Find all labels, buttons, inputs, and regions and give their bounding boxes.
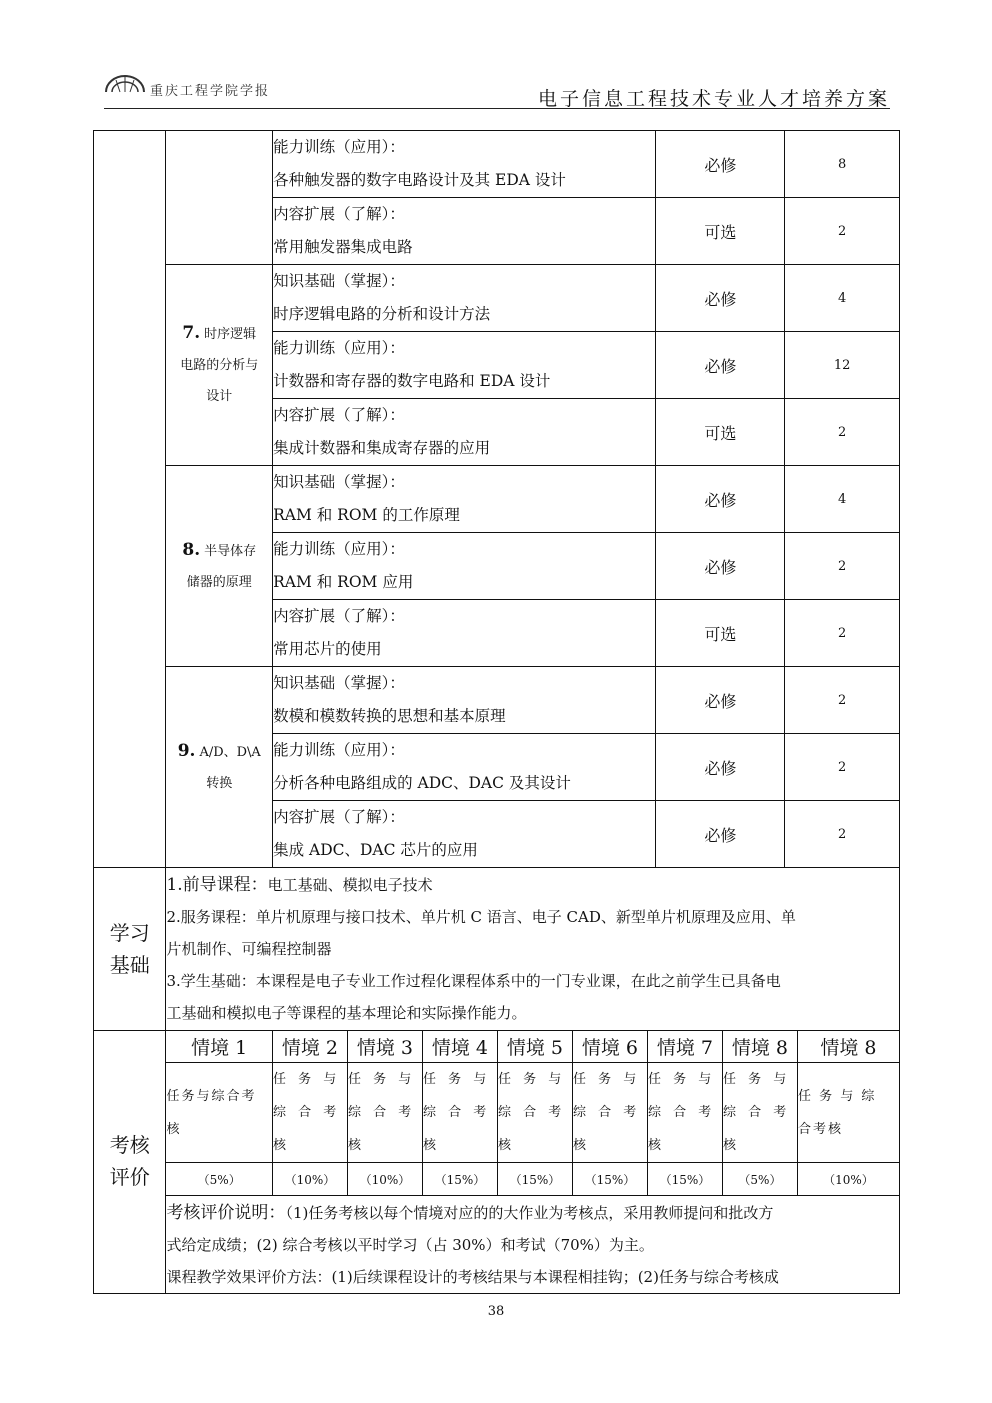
content-detail: 各种触发器的数字电路设计及其 EDA 设计 [273, 171, 566, 189]
content-heading: 能力训练（应用）： [273, 339, 405, 357]
logo-text: 重庆工程学院学报 [150, 84, 271, 99]
weight-cell: （10%） [347, 1163, 422, 1196]
content-heading: 知识基础（掌握）： [273, 674, 405, 692]
content-heading: 内容扩展（了解）： [273, 406, 405, 424]
requirement-cell: 必修 [656, 734, 785, 801]
desc-line: 核 [647, 1138, 665, 1153]
blank-section-cell [94, 131, 166, 868]
content-detail: 集成 ADC、DAC 芯片的应用 [273, 841, 478, 859]
desc-line: 核 [572, 1138, 590, 1153]
table-row [94, 131, 900, 198]
desc-line: 任 务 与 综 [797, 1088, 877, 1104]
assessment-type [572, 1063, 647, 1163]
weight-cell: （10%） [823, 1172, 874, 1187]
content-detail: 常用触发器集成电路 [273, 238, 413, 256]
content-cell [273, 131, 656, 198]
note-text: 式给定成绩；(2) 综合考核以平时学习（占 30%）和考试（70%）为主。 [166, 1235, 654, 1254]
hours-cell: 8 [785, 131, 900, 198]
desc-line: 核 [722, 1138, 740, 1153]
desc-line: 综 合 考 [347, 1105, 416, 1120]
curriculum-table [93, 130, 900, 1294]
unit-title-line: 时序逻辑 [204, 327, 257, 342]
desc-line: 核 [272, 1138, 290, 1153]
content-detail: 常用芯片的使用 [273, 640, 382, 658]
document-title: 电子信息工程技术专业人才培养方案 [537, 88, 890, 110]
hours-cell: 2 [785, 801, 900, 868]
requirement-cell: 必修 [656, 533, 785, 600]
desc-line: 综 合 考 [497, 1105, 566, 1120]
content-cell [273, 734, 656, 801]
assessment-type [722, 1063, 797, 1163]
desc-line: 合考核 [797, 1121, 843, 1137]
hours-cell: 2 [785, 600, 900, 667]
hours-cell: 2 [785, 399, 900, 466]
content-cell [273, 399, 656, 466]
evaluation-note [166, 1196, 900, 1294]
weight-cell: （10%） [272, 1163, 347, 1196]
evaluation-grid [166, 1031, 899, 1195]
assessment-type [497, 1063, 572, 1163]
desc-line: 核 [422, 1138, 440, 1153]
student-basis-line: 工基础和模拟电子等课程的基本理论和实际操作能力。 [166, 1004, 527, 1022]
scenario-header: 情境 8 [797, 1031, 899, 1063]
requirement-cell: 必修 [656, 667, 785, 734]
requirement-cell: 可选 [656, 399, 785, 466]
weight-cell: （15%） [497, 1163, 572, 1196]
note-heading: 考核评价说明： [166, 1202, 286, 1223]
assessment-type [166, 1063, 272, 1163]
requirement-cell: 必修 [656, 801, 785, 868]
hours-cell: 12 [785, 332, 900, 399]
content-detail: RAM 和 ROM 的工作原理 [273, 506, 460, 524]
content-cell [273, 801, 656, 868]
evaluation-note-row [94, 1196, 900, 1294]
weight-cell: （5%） [166, 1163, 272, 1196]
content-heading: 内容扩展（了解）： [273, 607, 405, 625]
assessment-type [347, 1063, 422, 1163]
weight-cell: （5%） [722, 1163, 797, 1196]
hours-cell: 2 [785, 198, 900, 265]
scenario-header: 情境 2 [272, 1031, 347, 1063]
content-cell [273, 332, 656, 399]
requirement-cell: 可选 [656, 198, 785, 265]
desc-line: 任 务 与 [347, 1072, 416, 1087]
label-line: 评价 [109, 1165, 150, 1189]
unit-title-line: 储器的原理 [186, 574, 252, 590]
content-cell [273, 265, 656, 332]
assessment-type [422, 1063, 497, 1163]
evaluation-grid-cell [166, 1031, 900, 1196]
scenario-header: 情境 5 [497, 1031, 572, 1063]
unit-9-cell [166, 667, 273, 868]
unit-title-line: 转换 [206, 775, 233, 791]
assessment-type [647, 1063, 722, 1163]
study-basis-text [166, 868, 900, 1031]
content-cell [273, 600, 656, 667]
unit-number: 7. [182, 323, 201, 343]
content-detail: 集成计数器和集成寄存器的应用 [273, 439, 491, 457]
service-courses-line: 2.服务课程：单片机原理与接口技术、单片机 C 语言、电子 CAD、新型单片机原理及应用、单 [166, 908, 796, 926]
content-detail: 分析各种电路组成的 ADC、DAC 及其设计 [273, 774, 571, 792]
desc-line: 任 务 与 [272, 1072, 341, 1087]
page-header [104, 70, 890, 110]
evaluation-row [94, 1031, 900, 1196]
desc-line: 综 合 考 [572, 1105, 641, 1120]
header-rule [104, 108, 890, 109]
desc-line: 任务与综合考 [166, 1088, 257, 1104]
desc-line: 核 [166, 1121, 182, 1137]
content-heading: 内容扩展（了解）： [273, 205, 405, 223]
requirement-cell: 必修 [656, 131, 785, 198]
desc-line: 核 [347, 1138, 365, 1153]
unit-number: 9. [177, 740, 196, 761]
scenario-header: 情境 1 [166, 1031, 272, 1063]
study-basis-label [94, 868, 166, 1031]
content-detail: 数模和模数转换的思想和基本原理 [273, 707, 506, 725]
prerequisite-heading: 1.前导课程： [166, 875, 268, 895]
desc-line: 综 合 考 [272, 1105, 341, 1120]
content-heading: 能力训练（应用）： [273, 540, 405, 558]
table-row [94, 265, 900, 332]
content-detail: 计数器和寄存器的数字电路和 EDA 设计 [273, 372, 551, 390]
hours-cell: 4 [785, 466, 900, 533]
scenario-header: 情境 4 [422, 1031, 497, 1063]
label-line: 学习 [109, 921, 150, 945]
student-basis-line: 3.学生基础：本课程是电子专业工作过程化课程体系中的一门专业课，在此之前学生已具备电 [166, 972, 781, 990]
study-basis-row [94, 868, 900, 1031]
table-row [94, 466, 900, 533]
requirement-cell: 必修 [656, 265, 785, 332]
content-detail: 时序逻辑电路的分析和设计方法 [273, 305, 491, 323]
unit-title-line: 设计 [206, 389, 233, 404]
desc-line: 综 合 考 [647, 1105, 716, 1120]
school-logo-icon [104, 72, 146, 94]
scenario-header: 情境 6 [572, 1031, 647, 1063]
content-heading: 能力训练（应用）： [273, 138, 405, 156]
desc-line: 任 务 与 [722, 1072, 791, 1087]
evaluation-label [94, 1031, 166, 1294]
label-line: 考核 [109, 1133, 150, 1157]
unit-title-line: 电路的分析与 [180, 358, 259, 373]
desc-line: 任 务 与 [647, 1072, 716, 1087]
unit-cell-continued [166, 131, 273, 265]
unit-title-line: 半导体存 [204, 543, 257, 559]
requirement-cell: 必修 [656, 332, 785, 399]
desc-line: 任 务 与 [422, 1072, 491, 1087]
scenario-header: 情境 3 [347, 1031, 422, 1063]
desc-line: 综 合 考 [422, 1105, 491, 1120]
content-heading: 知识基础（掌握）： [273, 473, 405, 491]
hours-cell: 2 [785, 533, 900, 600]
unit-number: 8. [182, 539, 201, 560]
scenario-header: 情境 7 [647, 1031, 722, 1063]
content-heading: 内容扩展（了解）： [273, 808, 405, 826]
weight-cell: （15%） [572, 1163, 647, 1196]
assessment-type [797, 1063, 899, 1163]
label-line: 基础 [109, 953, 150, 977]
weight-cell: （15%） [647, 1163, 722, 1196]
assessment-type [272, 1063, 347, 1163]
note-text: 课程教学效果评价方法：(1)后续课程设计的考核结果与本课程相挂钩；(2)任务与综合考核成 [166, 1267, 779, 1286]
hours-cell: 2 [785, 667, 900, 734]
page-number: 38 [487, 1304, 505, 1319]
note-text: （1)任务考核以每个情境对应的的大作业为考核点，采用教师提问和批改方 [285, 1203, 774, 1222]
hours-cell: 4 [785, 265, 900, 332]
content-heading: 能力训练（应用）： [273, 741, 405, 759]
content-detail: RAM 和 ROM 应用 [273, 573, 414, 591]
desc-line: 任 务 与 [572, 1072, 641, 1087]
unit-7-cell [166, 265, 273, 466]
content-cell [273, 533, 656, 600]
content-heading: 知识基础（掌握）： [273, 272, 405, 290]
hours-cell: 2 [785, 734, 900, 801]
prerequisite-courses: 电工基础、模拟电子技术 [267, 876, 433, 894]
unit-title-line: A/D、D\A [199, 744, 261, 760]
content-cell [273, 667, 656, 734]
content-cell [273, 466, 656, 533]
desc-line: 任 务 与 [497, 1072, 566, 1087]
unit-8-cell [166, 466, 273, 667]
content-cell [273, 198, 656, 265]
desc-line: 核 [497, 1138, 515, 1153]
weight-cell: （15%） [422, 1163, 497, 1196]
scenario-header: 情境 8 [722, 1031, 797, 1063]
requirement-cell: 可选 [656, 600, 785, 667]
service-courses-line: 片机制作、可编程控制器 [166, 940, 332, 958]
desc-line: 综 合 考 [722, 1105, 791, 1120]
requirement-cell: 必修 [656, 466, 785, 533]
table-row [94, 667, 900, 734]
